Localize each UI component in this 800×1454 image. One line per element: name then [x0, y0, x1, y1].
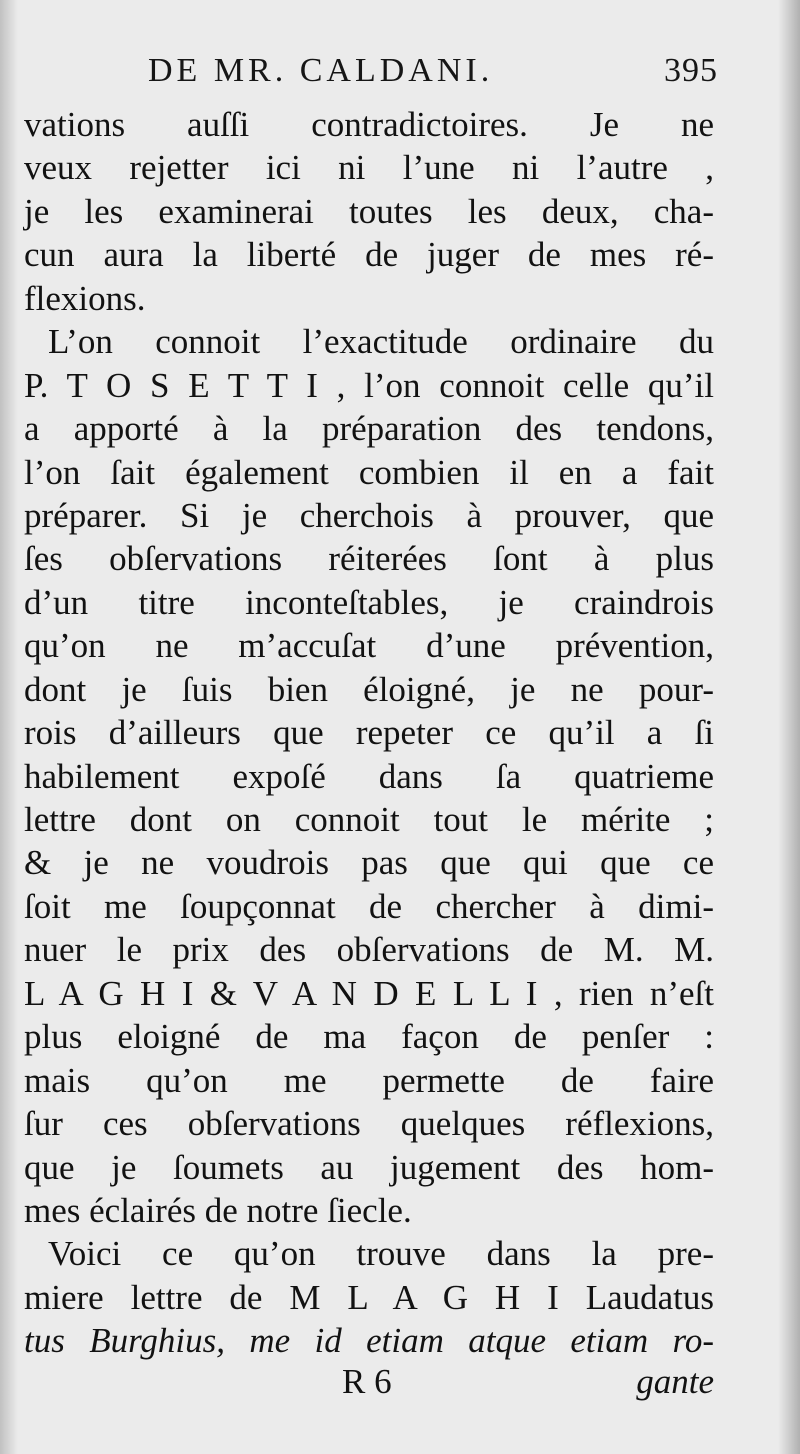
- text-line: qu’on ne m’accuſat d’une prévention,: [24, 626, 714, 666]
- text-line: rois d’ailleurs que repeter ce qu’il a ſi: [24, 713, 714, 753]
- text-line: L’on connoit l’exactitude ordinaire du: [48, 322, 714, 362]
- page-footer: [24, 1362, 714, 1406]
- catchword: gante: [636, 1362, 714, 1401]
- running-head-title: DE MR. CALDANI.: [148, 52, 494, 89]
- text-line: Voici ce qu’on trouve dans la pre-: [48, 1234, 714, 1274]
- text-line: a apporté à la préparation des tendons,: [24, 409, 714, 449]
- text-line: que je ſoumets au jugement des hom-: [24, 1147, 714, 1187]
- text-line: & je ne voudrois pas que qui que ce: [24, 843, 714, 883]
- text-line: l’on ſait également combien il en a fait: [24, 452, 714, 492]
- text-line: L A G H I & V A N D E L L I , rien n’eſt: [24, 973, 714, 1013]
- text-line: miere lettre de M L A G H I Laudatus: [24, 1277, 714, 1317]
- text-line: vations auſſi contradictoires. Je ne: [24, 105, 714, 144]
- text-line: ſes obſervations réiterées ſont à plus: [24, 539, 714, 579]
- text-line: ſur ces obſervations quelques réflexions,: [24, 1104, 714, 1144]
- text-line: je les examinerai toutes les deux, cha-: [24, 191, 714, 231]
- running-head: [148, 52, 718, 102]
- text-line: lettre dont on connoit tout le mérite ;: [24, 800, 714, 839]
- text-line: dont je ſuis bien éloigné, je ne pour-: [24, 669, 714, 709]
- signature-mark: R 6: [342, 1362, 392, 1401]
- text-line: ſoit me ſoupçonnat de chercher à dimi-: [24, 886, 714, 926]
- text-line: nuer le prix des obſervations de M. M.: [24, 930, 714, 970]
- text-line: tus Burghius, me id etiam atque etiam ro-: [24, 1321, 714, 1361]
- page-number: 395: [664, 52, 718, 89]
- text-line: P. T O S E T T I , l’on connoit celle qu’il: [24, 365, 714, 405]
- text-line: veux rejetter ici ni l’une ni l’autre ,: [24, 148, 714, 188]
- text-line: d’un titre inconteſtables, je craindrois: [24, 582, 714, 622]
- text-line: habilement expoſé dans ſa quatrieme: [24, 756, 714, 796]
- body-text: [24, 103, 714, 1363]
- text-line: mais qu’on me permette de faire: [24, 1060, 714, 1100]
- text-line: préparer. Si je cherchois à prouver, que: [24, 495, 714, 535]
- text-line: plus eloigné de ma façon de penſer :: [24, 1017, 714, 1057]
- text-line: cun aura la liberté de juger de mes ré-: [24, 235, 714, 275]
- text-line: mes éclairés de notre ſiecle.: [24, 1190, 412, 1230]
- text-line: flexions.: [24, 278, 146, 318]
